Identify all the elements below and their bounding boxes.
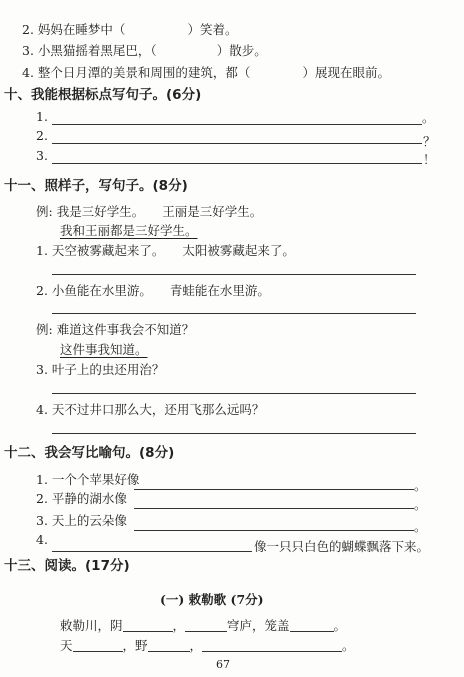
item-num: 1. [36,472,48,487]
q3 [36,362,164,378]
item-text: 平静的湖水像 [51,491,127,506]
item-num: 4. [22,65,34,80]
item-text: 一个个苹果好像 [51,472,140,487]
item-text: 天上的云朵像 [51,513,127,528]
example-1 [36,204,262,220]
item-num: 3. [36,513,48,528]
poem-text: ，野 [122,638,148,653]
s12-item-1 [36,472,139,488]
s12-item-3-line[interactable] [134,530,414,531]
example-2 [36,322,194,338]
example-2-answer: 这件事我知道。 [60,342,148,357]
q-num: 4. [36,402,48,417]
s12-item-2 [36,491,127,507]
s10-item-1-line[interactable] [52,124,422,125]
q2 [36,283,270,299]
q-sentence-1: 小鱼能在水里游。 [51,283,152,298]
s12-item-4-num: 4. [36,532,48,547]
s12-item-3 [36,513,127,529]
example-1-answer: 我和王丽都是三好学生。 [60,223,198,238]
s10-item-2-line[interactable] [52,143,422,144]
s10-item-2-num: 2. [36,128,48,143]
q-sentence-1: 天空被雾藏起来了。 [51,243,165,258]
example-sentence-1: 难道这件事我会不知道？ [56,322,195,337]
s10-item-1-end: 。 [422,110,435,125]
poem-text: 敕勒川，阴 [60,618,123,633]
s10-item-1-num: 1. [36,109,48,124]
poem-text: 穹庐，笼盖 [227,618,290,633]
poem-line-2 [60,638,355,654]
item-before: 整个日月潭的美景和周围的建筑，都（ [37,65,251,80]
poem-blank[interactable] [148,639,190,652]
s12-item-1-line[interactable] [134,489,414,490]
q2-answer-line[interactable] [52,313,416,314]
example-label: 例: [36,322,53,337]
q4-answer-line[interactable] [52,433,416,434]
s10-item-2-end: ？ [423,134,436,149]
poem-text: ， [172,618,186,633]
q-num: 3. [36,362,48,377]
example-sentence-1: 我是三好学生。 [56,204,145,219]
poem-blank[interactable] [73,639,123,652]
item-before: 妈妈在睡梦中（ [37,22,126,37]
s12-item-3-end: 。 [414,519,427,534]
example-sentence-2: 王丽是三好学生。 [162,204,263,219]
s9-item-4 [22,65,390,81]
item-before: 小黑猫摇着黑尾巴，（ [37,43,157,58]
poem-text: 。 [342,638,355,653]
item-num: 2. [22,22,34,37]
page-number: 67 [216,658,230,671]
s10-item-3-line[interactable] [52,163,422,164]
item-num: 2. [36,491,48,506]
s12-item-2-line[interactable] [134,508,414,509]
poem-blank[interactable] [202,639,342,652]
section-11-title: 十一、照样子，写句子。(8分) [4,178,188,194]
q1-answer-line[interactable] [52,274,416,275]
q1 [36,243,295,259]
item-after: ）展现在眼前。 [302,65,390,80]
poem-line-1 [60,618,346,634]
s10-item-3-end: ！ [423,152,436,167]
s12-item-2-end: 。 [414,497,427,512]
poem-text: ， [189,638,203,653]
s9-item-2 [22,22,237,38]
poem-text: 天 [60,638,73,653]
q-num: 1. [36,243,48,258]
q-sentence-2: 青蛙能在水里游。 [169,283,270,298]
q3-answer-line[interactable] [52,393,416,394]
section-12-title: 十二、我会写比喻句。(8分) [4,445,175,461]
q-num: 2. [36,283,48,298]
s9-item-3 [22,43,267,59]
section-10-title: 十、我能根据标点写句子。(6分) [4,87,202,103]
item-num: 3. [22,43,34,58]
q-sentence-1: 天不过井口那么大，还用飞那么远吗？ [51,402,265,417]
poem-blank[interactable] [185,619,227,632]
q-sentence-1: 叶子上的虫还用治？ [51,362,165,377]
item-after: ）笑着。 [187,22,238,37]
reading-subtitle: (一) 敕勒歌 (7分) [160,592,264,607]
s12-item-4-line[interactable] [52,551,252,552]
example-label: 例: [36,204,53,219]
poem-blank[interactable] [123,619,173,632]
poem-text: 。 [333,618,347,633]
item-after: ）散步。 [216,43,267,58]
q-sentence-2: 太阳被雾藏起来了。 [182,243,295,258]
s12-item-1-end: 。 [414,478,427,493]
s10-item-3-num: 3. [36,148,48,163]
s12-item-4-text: 像一只只白色的蝴蝶飘落下来。 [254,539,430,554]
q4 [36,402,264,418]
poem-blank[interactable] [290,619,334,632]
section-13-title: 十三、阅读。(17分) [4,558,130,574]
